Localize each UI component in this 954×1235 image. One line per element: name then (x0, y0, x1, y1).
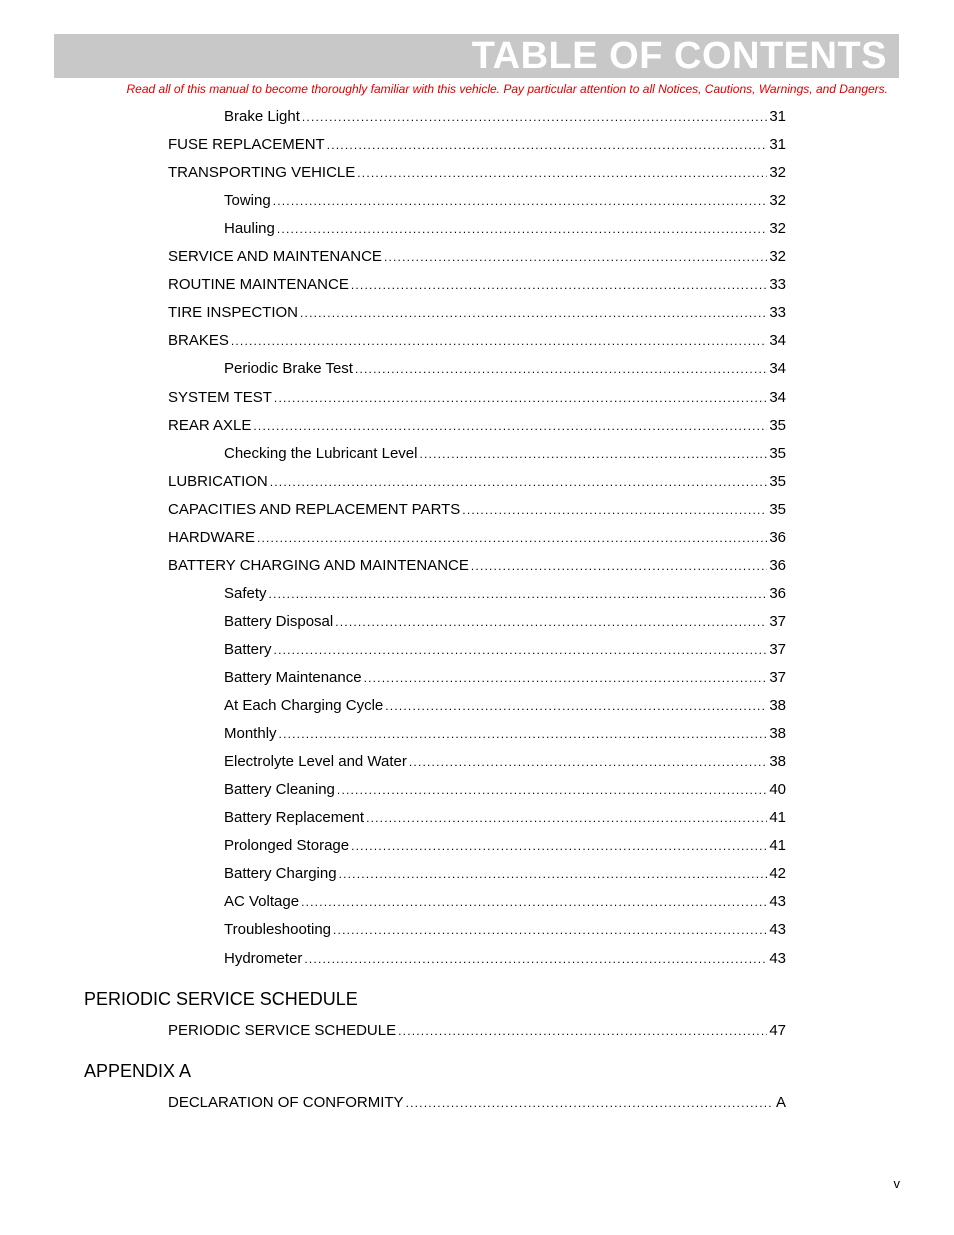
toc-entry-page: 34 (769, 332, 786, 350)
toc-entry[interactable] (168, 331, 786, 351)
safety-notice: Read all of this manual to become thoroughly familiar with this vehicle. Pay particular attention to all Notices, Cautions, Warnings, and Dangers. (126, 82, 888, 96)
toc-entry-label: Battery Maintenance (224, 669, 362, 686)
toc-entry[interactable] (224, 612, 786, 632)
toc-entry-page: 32 (769, 192, 786, 210)
toc-entry-label: Battery Charging (224, 865, 337, 883)
toc-entry[interactable] (168, 1093, 786, 1113)
dot-leader (357, 163, 767, 183)
dot-leader (406, 1093, 774, 1113)
page-number: v (893, 1176, 900, 1191)
section-heading: PERIODIC SERVICE SCHEDULE (84, 989, 358, 1009)
dot-leader (274, 388, 767, 408)
dot-leader (300, 303, 767, 323)
toc-entry[interactable] (168, 163, 786, 183)
toc-entry[interactable] (224, 640, 786, 660)
toc-entry-page: 41 (769, 809, 786, 827)
dot-leader (273, 191, 768, 211)
toc-entry[interactable] (224, 444, 786, 464)
toc-entry-label: LUBRICATION (168, 472, 268, 490)
toc-entry[interactable] (168, 1021, 786, 1041)
dot-leader (355, 359, 767, 379)
toc-entry-page: A (775, 1094, 786, 1111)
toc-entry-page: 31 (769, 136, 786, 154)
dot-leader (301, 892, 767, 912)
toc-entry[interactable] (224, 584, 786, 604)
toc-entry-page: 41 (769, 837, 786, 855)
toc-entry[interactable] (224, 359, 786, 379)
toc-entry[interactable] (168, 135, 786, 155)
toc-entry-page: 43 (769, 921, 786, 939)
toc-entry-page: 35 (769, 500, 786, 518)
dot-leader (351, 836, 767, 856)
toc-entry[interactable] (168, 388, 786, 408)
toc-entry-page: 35 (769, 472, 786, 490)
toc-entry-page: 37 (769, 612, 786, 630)
dot-leader (231, 331, 767, 351)
dot-leader (270, 472, 768, 492)
toc-entry-page: 37 (769, 640, 786, 658)
toc-entry-label: PERIODIC SERVICE SCHEDULE (168, 1022, 397, 1039)
toc-entry-label: BRAKES (168, 332, 229, 350)
toc-entry-label: Hydrometer (224, 949, 303, 967)
toc-entry-label: Battery Replacement (224, 809, 365, 827)
toc-entry-label: Hauling (224, 220, 275, 238)
page-title: TABLE OF CONTENTS (471, 35, 887, 77)
dot-leader (366, 808, 767, 828)
dot-leader (257, 528, 767, 548)
toc-entry-label: AC Voltage (224, 893, 300, 911)
toc-entry-page: 38 (769, 725, 786, 743)
toc-entry[interactable] (224, 219, 786, 239)
toc-entry-label: TRANSPORTING VEHICLE (168, 164, 356, 182)
toc-entry-label: TIRE INSPECTION (168, 304, 299, 322)
dot-leader (274, 640, 768, 660)
toc-entry[interactable] (168, 416, 786, 436)
dot-leader (302, 107, 767, 127)
toc-entry[interactable] (168, 528, 786, 548)
toc-entry-page: 40 (769, 781, 786, 799)
dot-leader (462, 500, 767, 520)
dot-leader (337, 780, 767, 800)
toc-entry[interactable] (168, 556, 786, 576)
toc-entry-label: DECLARATION OF CONFORMITY (168, 1094, 404, 1111)
toc-entry-label: FUSE REPLACEMENT (168, 136, 325, 154)
toc-entry[interactable] (224, 836, 786, 856)
toc-entry[interactable] (224, 752, 786, 772)
toc-entry[interactable] (224, 892, 786, 912)
toc-entry-page: 38 (769, 753, 786, 771)
toc-entry-page: 36 (769, 528, 786, 546)
toc-entry-label: SERVICE AND MAINTENANCE (168, 248, 382, 266)
toc-entry[interactable] (224, 696, 786, 716)
toc-entry-label: BATTERY CHARGING AND MAINTENANCE (168, 556, 469, 574)
toc-entry-label: Battery (224, 640, 272, 658)
toc-entry-page: 33 (769, 304, 786, 322)
dot-leader (398, 1021, 767, 1041)
toc-entry[interactable] (224, 864, 786, 884)
toc-entry-page: 34 (769, 388, 786, 406)
toc-entry-page: 33 (769, 276, 786, 294)
toc-entry-label: Prolonged Storage (224, 837, 350, 855)
toc-entry[interactable] (168, 247, 786, 267)
toc-entry-page: 42 (769, 865, 786, 883)
toc-entry-label: ROUTINE MAINTENANCE (168, 276, 349, 294)
toc-entry-page: 35 (769, 444, 786, 462)
toc-entry[interactable] (224, 808, 786, 828)
toc-entry-label: Monthly (224, 725, 277, 743)
toc-entry[interactable] (224, 724, 786, 744)
dot-leader (253, 416, 767, 436)
toc-entry-label: Battery Disposal (224, 612, 334, 630)
dot-leader (269, 584, 768, 604)
toc-entry-page: 31 (769, 108, 786, 125)
toc-entry-page: 32 (769, 220, 786, 238)
toc-entry[interactable] (168, 472, 786, 492)
toc-entry-label: Towing (224, 192, 271, 210)
toc-entry[interactable] (168, 500, 786, 520)
toc-entry-label: CAPACITIES AND REPLACEMENT PARTS (168, 500, 461, 518)
toc-entry-page: 43 (769, 893, 786, 911)
header-bar (54, 34, 899, 78)
toc-entry-page: 35 (769, 416, 786, 434)
toc-entry-label: Safety (224, 584, 267, 602)
dot-leader (304, 949, 767, 969)
dot-leader (385, 696, 767, 716)
dot-leader (364, 668, 768, 688)
toc-entry[interactable] (168, 303, 786, 323)
toc-entry-label: Troubleshooting (224, 921, 332, 939)
dot-leader (333, 920, 767, 940)
toc-entry[interactable] (224, 107, 786, 127)
dot-leader (327, 135, 768, 155)
dot-leader (279, 724, 768, 744)
toc-entry-page: 38 (769, 697, 786, 715)
toc-entry-label: HARDWARE (168, 528, 255, 546)
toc-entry-page: 36 (769, 584, 786, 602)
toc-entry[interactable] (168, 275, 786, 295)
section-heading: APPENDIX A (84, 1061, 192, 1081)
dot-leader (277, 219, 767, 239)
toc-entry[interactable] (224, 668, 786, 688)
toc-entry-page: 36 (769, 556, 786, 574)
dot-leader (384, 247, 767, 267)
toc-entry-page: 43 (769, 949, 786, 967)
toc-entry-label: Periodic Brake Test (224, 360, 353, 378)
dot-leader (471, 556, 767, 576)
toc-entry[interactable] (224, 780, 786, 800)
toc-entry-label: SYSTEM TEST (168, 388, 272, 406)
toc-entry[interactable] (224, 949, 786, 969)
toc-entry-label: Electrolyte Level and Water (224, 753, 407, 771)
dot-leader (419, 444, 767, 464)
dot-leader (339, 864, 768, 884)
dot-leader (335, 612, 767, 632)
toc-entry-label: At Each Charging Cycle (224, 697, 384, 715)
dot-leader (409, 752, 767, 772)
toc-entry-label: REAR AXLE (168, 416, 252, 434)
toc-entry-label: Checking the Lubricant Level (224, 444, 418, 462)
toc-entry-page: 32 (769, 248, 786, 266)
dot-leader (351, 275, 767, 295)
toc-entry[interactable] (224, 920, 786, 940)
toc-entry-page: 32 (769, 164, 786, 182)
toc-entry-label: Brake Light (224, 108, 300, 125)
toc-entry-page: 47 (769, 1022, 786, 1039)
toc-entry-page: 34 (769, 360, 786, 378)
toc-entry-page: 37 (769, 669, 786, 686)
toc-entry[interactable] (224, 191, 786, 211)
toc-entry-label: Battery Cleaning (224, 781, 335, 799)
